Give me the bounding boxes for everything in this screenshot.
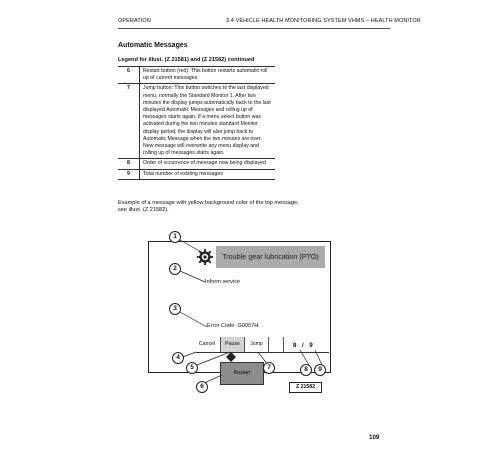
figure-reference: Z 21582: [289, 382, 322, 393]
total-message-count: 9: [309, 343, 315, 349]
running-header-left: OPERATION: [118, 18, 151, 24]
callout-5: 5: [186, 362, 198, 374]
legend-number: 9: [118, 169, 140, 179]
legend-number: 6: [118, 67, 140, 84]
legend-text: Order of occurrence of message now being displayed: [140, 159, 276, 169]
callout-2: 2: [169, 263, 181, 275]
counter-separator: /: [302, 343, 306, 349]
legend-row: [118, 169, 275, 179]
running-header-right: 3.4 VEHICLE HEALTH MONITORING SYSTEM VHMS – HEALTH MONITOR: [226, 18, 421, 24]
action-instruction: Inform service: [205, 279, 241, 285]
legend-text: Total number of existing messages: [140, 169, 276, 179]
legend-row: [118, 67, 275, 84]
section-title: Automatic Messages: [118, 42, 188, 49]
callout-8: 8: [300, 364, 312, 376]
error-code: Error Code: G0007H: [207, 323, 259, 329]
callout-3: 3: [169, 303, 181, 315]
callout-4: 4: [172, 352, 184, 364]
header-rule: [118, 28, 390, 29]
figure-caption: Example of a message with yellow background color of the top message, see illust. (Z 21582).: [118, 200, 299, 213]
legend-text: Restart button (red): This button restarts automatic roll up of current messages.: [140, 67, 276, 84]
button-row-rule: [196, 352, 329, 353]
legend-text: Jump button: This button switches to the last displayed menu, normally the Standard Monitor 1. After two minutes the display jumps automatically back to the last displayed Automatic Messages and rolling up of messages starts again. If a menu select button was activated during the two minutes standard Monitor display period, the display will also jump back to Automatic Message when the two minutes are over. New message will overwrite any menu display and rolling up of messages starts again.: [140, 84, 276, 159]
legend-table: [118, 66, 275, 180]
gear-warning-icon: [196, 248, 214, 266]
jump-button[interactable]: Jump: [245, 337, 269, 352]
callout-1: 1: [169, 231, 181, 243]
page-number: 109: [369, 434, 380, 441]
legend-row: [118, 159, 275, 169]
message-counter: [293, 343, 315, 349]
callout-7: 7: [263, 362, 275, 374]
legend-number: 7: [118, 84, 140, 159]
restart-button[interactable]: Restart: [220, 362, 264, 385]
top-message-bar: Trouble gear lubrication (PTO): [216, 246, 325, 268]
callout-9: 9: [314, 364, 326, 376]
legend-number: 8: [118, 159, 140, 169]
current-message-number: 8: [293, 343, 299, 349]
pause-button[interactable]: Pause: [220, 337, 245, 352]
legend-row: [118, 84, 275, 159]
callout-6: 6: [196, 381, 208, 393]
legend-title: Legend for illust. (Z 21581) and (Z 21582) continued: [118, 57, 255, 63]
button-divider: [283, 337, 284, 352]
cancel-button[interactable]: Cancel: [198, 341, 216, 347]
